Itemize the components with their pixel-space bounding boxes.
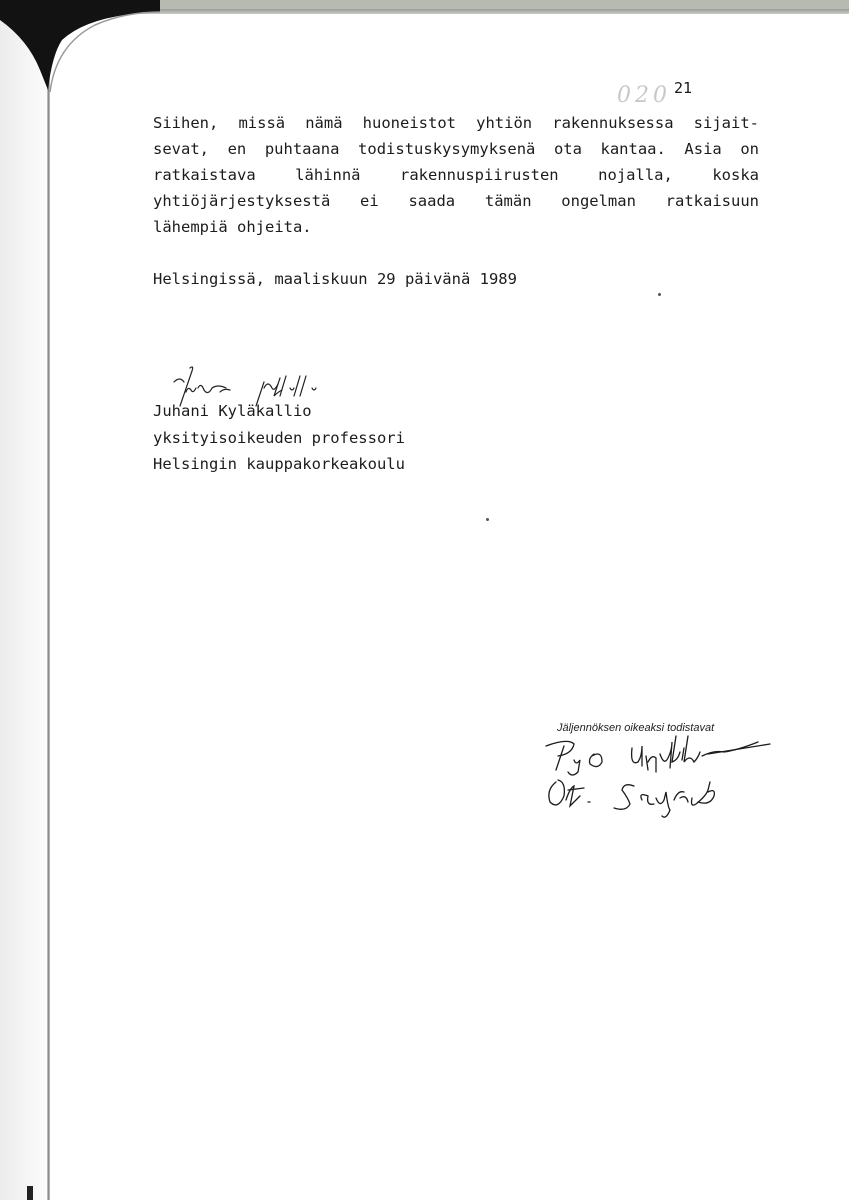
scan-bottom-mark <box>27 1186 33 1200</box>
scan-top-inner-edge <box>140 0 849 9</box>
place-date: Helsingissä, maaliskuun 29 päivänä 1989 <box>153 270 517 288</box>
body-line-3: ratkaistava lähinnä rakennuspiirusten nojalla, koska <box>153 166 759 184</box>
signatory-institution: Helsingin kauppakorkeakoulu <box>153 455 405 473</box>
certification-caption: Jäljennöksen oikeaksi todistavat <box>557 722 715 734</box>
body-line-2: sevat, en puhtaana todistuskysymyksenä ota kantaa. Asia on <box>153 140 759 158</box>
scan-left-margin <box>0 0 54 1200</box>
body-line-4: yhtiöjärjestyksestä ei saada tämän ongelman ratkaisuun <box>153 192 759 210</box>
page-binding-edge <box>47 60 50 1200</box>
page-number: 21 <box>674 79 693 97</box>
body-line-5: lähempiä ohjeita. <box>153 218 312 236</box>
scan-speck <box>658 293 661 296</box>
signatory-title: yksityisoikeuden professori <box>153 429 405 447</box>
signatory-name: Juhani Kyläkallio <box>153 402 312 420</box>
body-line-1: Siihen, missä nämä huoneistot yhtiön rakennuksessa sijait- <box>153 114 759 132</box>
page-corner-fold <box>0 0 160 95</box>
certification-signatures <box>538 732 773 832</box>
faded-stamp-digits: 020 <box>617 83 671 108</box>
scan-speck <box>486 518 489 521</box>
